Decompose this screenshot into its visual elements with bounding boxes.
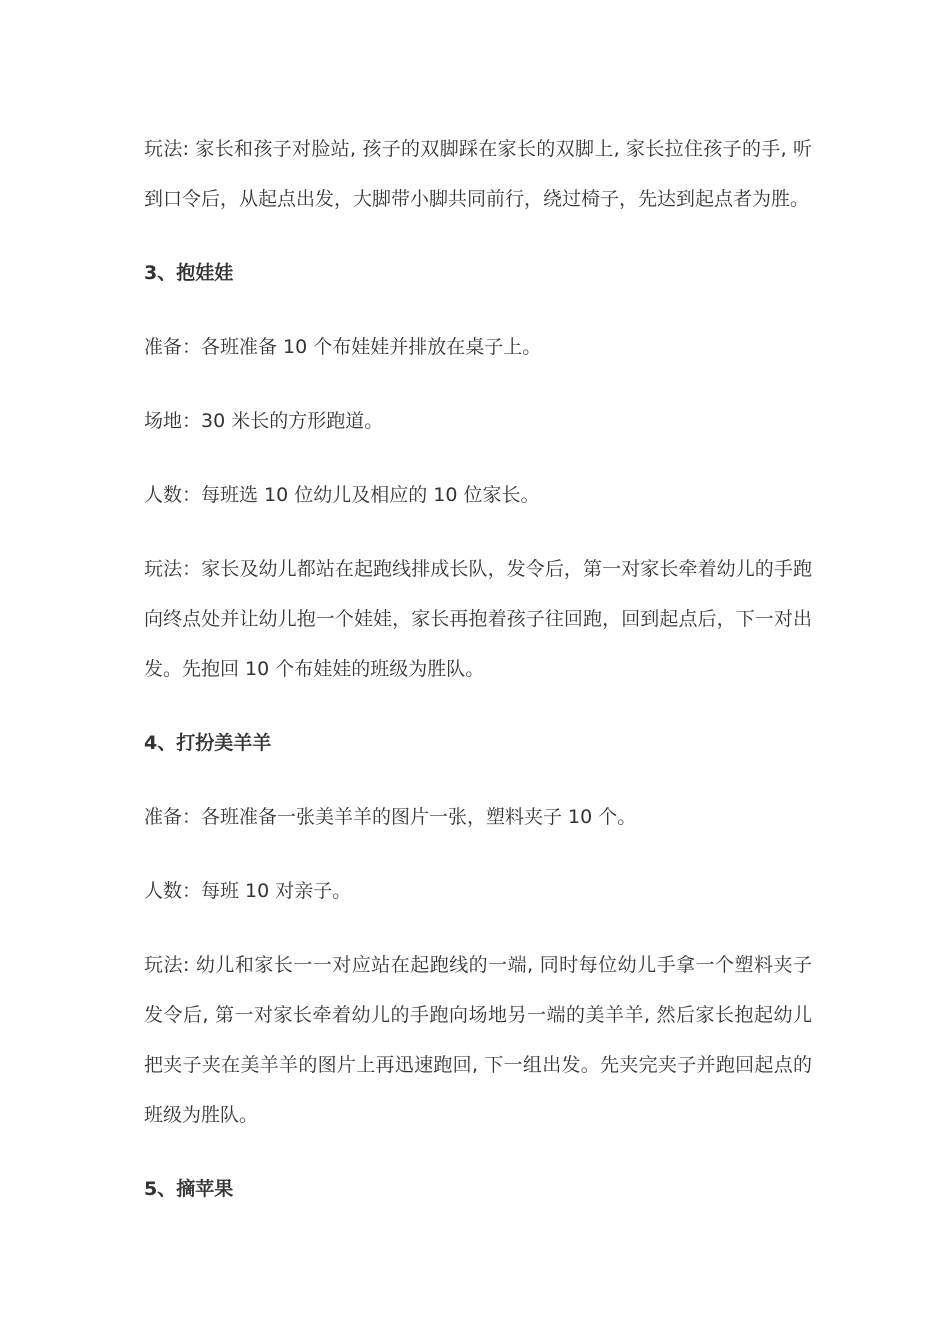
paragraph-preparation-2: 准备：各班准备一张美羊羊的图片一张，塑料夹子 10 个。 (144, 806, 637, 828)
paragraph-game-rules-1: 玩法: 家长和孩子对脸站, 孩子的双脚踩在家长的双脚上, 家长拉住孩子的手, 听到口令后，从起点出发，大脚带小脚共同前行，绕过椅子，先达到起点者为胜。 (144, 138, 812, 210)
paragraph-participants-2: 人数：每班 10 对亲子。 (144, 880, 352, 902)
paragraph-game-rules-2: 玩法：家长及幼儿都站在起跑线排成长队，发令后，第一对家长牵着幼儿的手跑向终点处并让幼儿抱一个娃娃，家长再抱着孩子往回跑，回到起点后，下一对出发。先抱回 10 个布娃娃的班级为胜队。 (144, 558, 812, 680)
heading-pick-apples: 5、摘苹果 (144, 1178, 234, 1200)
paragraph-game-rules-3: 玩法: 幼儿和家长一一对应站在起跑线的一端, 同时每位幼儿手拿一个塑料夹子发令后, 第一对家长牵着幼儿的手跑向场地另一端的美羊羊, 然后家长抱起幼儿把夹子夹在美羊羊的图片上再迅速跑回, 下一组出发。先夹完夹子并跑回起点的班级为胜队。 (144, 954, 812, 1126)
paragraph-participants-1: 人数：每班选 10 位幼儿及相应的 10 位家长。 (144, 484, 540, 506)
paragraph-venue: 场地：30 米长的方形跑道。 (144, 410, 384, 432)
heading-hug-doll: 3、抱娃娃 (144, 262, 234, 284)
document-body (144, 124, 812, 1238)
paragraph-preparation-1: 准备：各班准备 10 个布娃娃并排放在桌子上。 (144, 336, 542, 358)
heading-dress-up-sheep: 4、打扮美羊羊 (144, 732, 272, 754)
